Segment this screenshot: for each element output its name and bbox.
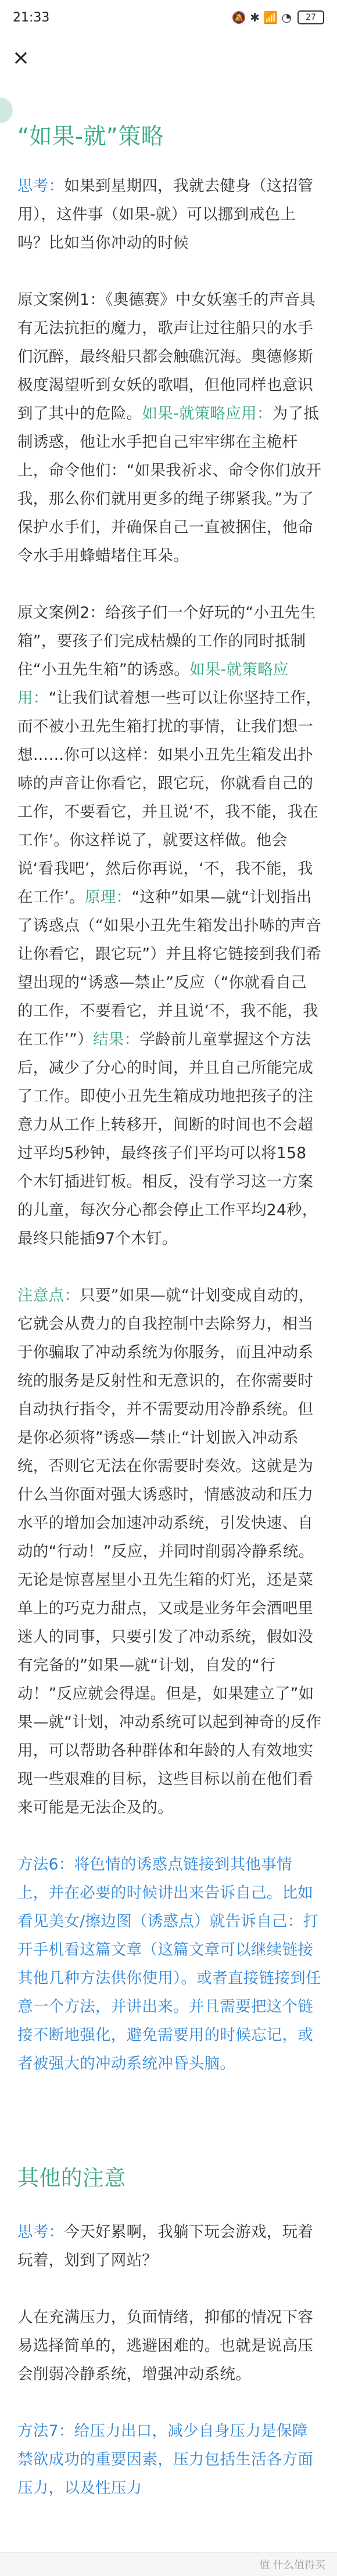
highlight-text: 如果-就策略应用：: [142, 405, 273, 423]
status-time: 21:33: [13, 10, 50, 25]
paragraph: [17, 2417, 322, 2502]
paragraph: [17, 2303, 322, 2388]
paragraph: [17, 1281, 322, 1822]
body-text: 为了抵制诱惑，他让水手把自己牢牢绑在主桅杆上，命令他们：“如果我祈求、命令你们放开我，那么你们就用更多的绳子绑紧我。”为了保护水手们，并确保自己一直被捆住，他命令水手用蜂蜡堵住耳朵。: [17, 405, 322, 565]
paragraph: [17, 2218, 322, 2275]
highlight-text: 如果-就策略应用：: [17, 661, 289, 707]
section-title-other: 其他的注意: [17, 2166, 126, 2190]
body-text: “这种”如果—就“计划指出了诱惑点（“如果小丑先生箱发出扑哧的声音让你看它，跟它玩”）并且将它链接到我们希望出现的“诱惑—禁止”反应（“你就看自己的工作，不要看它，并且说‘不，我不能，我在工作’”）: [17, 888, 322, 1049]
highlight-text: 原理：: [84, 888, 132, 906]
section-strategy: [17, 172, 322, 2078]
page-title: “如果-就”策略: [17, 124, 164, 150]
highlight-text: 思考：: [17, 177, 64, 195]
body-text: 今天好累啊，我躺下玩会游戏，玩着玩着，划到了网站？: [17, 2223, 314, 2269]
battery-icon: 27: [297, 10, 324, 24]
body-text: 学龄前儿童掌握这个方法后，减少了分心的时间，并且自己所能完成了工作。即使小丑先生箱成功地把孩子的注意力从工作上转移开，间断的时间也不会超过平均5秒钟，最终孩子们平均可以将158个木钉插进钉板。相反，没有学习这一方案的儿童，每次分心都会停止工作平均24秒，最终只能插97个木钉。: [17, 1031, 318, 1248]
paragraph: [17, 172, 322, 257]
paragraph: [17, 599, 322, 1253]
body-text: 原文案例1：《奥德赛》中女妖塞壬的声音具有无法抗拒的魔力，歌声让过往船只的水手们沉醉，最终船只都会触礁沉海。奥德修斯极度渴望听到女妖的歌唱，但他同样也意识到了其中的危险。: [17, 291, 316, 423]
highlight-text: 思考：: [17, 2223, 64, 2241]
body-text: “让我们试着想一些可以让你坚持工作，而不被小丑先生箱打扰的事情，让我们想一想……你可以这样：如果小丑先生箱发出扑哧的声音让你看它，跟它玩，你就看自己的工作，不要看它，并且说‘不，我不能，我在工作’。你这样说了，就要这样做。他会说‘看我吧’，然后你再说，‘不，我不能，我在工作’。: [17, 689, 322, 906]
status-icons: [232, 10, 324, 24]
highlight-text: 方法6：将色情的诱惑点链接到其他事情上，并在必要的时候讲出来告诉自己。比如看见美女/擦边图（诱惑点）就告诉自己：打开手机看这篇文章（这篇文章可以继续链接其他几种方法供你使用）。或者直接链接到任意一个方法，并讲出来。并且需要把这个链接不断地强化，避免需要用的时候忘记，或者被强大的冲动系统冲昏头脑。: [17, 1856, 321, 2073]
close-button[interactable]: ×: [12, 46, 30, 70]
article-content: [17, 122, 322, 2531]
floating-handle[interactable]: [0, 98, 13, 123]
status-indicator-icons: 🔕 ✱ 📶 ◔: [231, 10, 292, 24]
status-bar: [0, 0, 337, 35]
paragraph: [17, 1850, 322, 2078]
watermark-text: 值 什么值得买: [259, 2559, 325, 2571]
highlight-text: 方法7：给压力出口，减少自身压力是保障禁欲成功的重要因素，压力包括生活各方面压力，以及性压力: [17, 2422, 314, 2497]
body-text: 只要”如果—就“计划变成自动的，它就会从费力的自我控制中去除努力，相当于你骗取了冲动系统为你服务，而且冲动系统的服务是反射性和无意识的，在你需要时自动执行指令，并不需要动用冷静系统。但是你必须将”诱惑—禁止“计划嵌入冲动系统，否则它无法在你需要时奏效。这就是为什么当你面对强大诱惑时，情感波动和压力水平的增加会加速冲动系统，引发快速、自动的“行动！”反应，并同时削弱冷静系统。无论是惊喜屋里小丑先生箱的灯光，还是菜单上的巧克力甜点，又或是业务年会酒吧里迷人的同事，只要引发了冲动系统，假如没有完备的”如果—就“计划，自发的“行动！”反应就会得逞。但是，如果建立了”如果—就“计划，冲动系统可以起到神奇的反作用，可以帮助各种群体和年龄的人有效地实现一些艰难的目标，这些目标以前在他们看来可能是无法企及的。: [17, 1287, 322, 1817]
body-text: 人在充满压力，负面情绪，抑郁的情况下容易选择简单的，逃避困难的。也就是说高压会削弱冷静系统，增强冲动系统。: [17, 2308, 314, 2383]
highlight-text: 注意点：: [17, 1287, 80, 1305]
section-other: [17, 2218, 322, 2502]
body-text: 原文案例2：给孩子们一个好玩的“小丑先生箱”，要孩子们完成枯燥的工作的同时抵制住“小丑先生箱”的诱惑。: [17, 604, 316, 679]
highlight-text: 结果：: [92, 1031, 140, 1049]
body-text: 如果到星期四，我就去健身（这招管用），这件事（如果-就）可以挪到戒色上吗？比如当你冲动的时候: [17, 177, 314, 252]
paragraph: [17, 286, 322, 570]
